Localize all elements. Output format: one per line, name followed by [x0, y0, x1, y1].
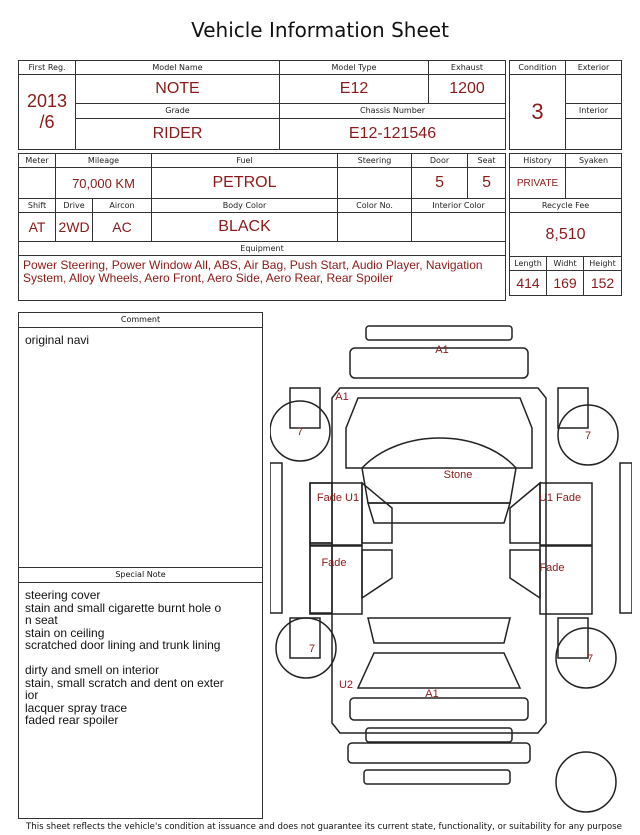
recycle-label: Recycle Fee	[510, 199, 622, 213]
left-front-door-mark: Fade U1	[316, 492, 360, 504]
left-rear-window	[362, 550, 392, 598]
first-reg-month: /6	[39, 112, 55, 132]
model-type-value: E12	[280, 75, 429, 104]
special-note-label: Special Note	[19, 568, 262, 583]
rear-lower-strip	[364, 770, 510, 784]
right-rear-window	[510, 550, 540, 598]
color-no-label: Color No.	[338, 199, 412, 213]
recycle-value: 8,510	[510, 213, 622, 257]
rear-left-mark: U2	[338, 679, 354, 691]
history-value: PRIVATE	[510, 168, 566, 199]
door-label: Door	[412, 154, 468, 168]
car-damage-diagram	[270, 318, 632, 818]
aircon-value: AC	[93, 213, 152, 242]
exterior-value	[566, 75, 622, 104]
syaken-label: Syaken	[566, 154, 622, 168]
shift-value: AT	[19, 213, 56, 242]
right-front-corner	[558, 388, 588, 428]
roof-mark: Stone	[443, 469, 473, 481]
front-strip	[366, 326, 512, 340]
steering-value	[338, 168, 412, 199]
equipment-label: Equipment	[19, 242, 506, 256]
model-name-value: NOTE	[76, 75, 280, 104]
fuel-value: PETROL	[152, 168, 338, 199]
length-label: Length	[510, 257, 547, 271]
comment-label: Comment	[19, 313, 262, 328]
rear-bumper-panel	[350, 698, 528, 720]
aircon-label: Aircon	[93, 199, 152, 213]
model-type-label: Model Type	[280, 61, 429, 75]
exterior-label: Exterior	[566, 61, 622, 75]
body-color-value: BLACK	[152, 213, 338, 242]
height-label: Height	[584, 257, 622, 271]
color-no-value	[338, 213, 412, 242]
seat-value: 5	[468, 168, 506, 199]
vehicle-id-table	[18, 60, 506, 150]
interior-label: Interior	[566, 104, 622, 118]
spare-tire	[556, 752, 616, 812]
model-name-label: Model Name	[76, 61, 280, 75]
comment-box	[18, 312, 263, 568]
tire-rl-mark: 7	[308, 643, 316, 655]
door-value: 5	[412, 168, 468, 199]
rear-strip	[366, 728, 512, 742]
drive-value: 2WD	[56, 213, 93, 242]
meter-value	[19, 168, 56, 199]
meter-label: Meter	[19, 154, 56, 168]
first-reg-year: 2013	[26, 91, 68, 111]
comment-text: original navi	[25, 333, 90, 347]
footer-disclaimer: This sheet reflects the vehicle's condition at issuance and does not guarantee its current state, functionality, or suitability for any purpose	[26, 822, 622, 832]
drive-label: Drive	[56, 199, 93, 213]
fuel-label: Fuel	[152, 154, 338, 168]
grade-label: Grade	[76, 104, 280, 118]
tire-fr-mark: 7	[584, 430, 592, 442]
left-rear-door-mark: Fade	[321, 557, 347, 569]
interior-value	[566, 118, 622, 149]
width-value: 169	[547, 271, 584, 296]
rear-bumper-mark: A1	[425, 688, 439, 700]
tire-fl-mark: 7	[296, 426, 304, 438]
body-color-label: Body Color	[152, 199, 338, 213]
width-label: Widht	[547, 257, 584, 271]
height-value: 152	[584, 271, 622, 296]
exhaust-value: 1200	[429, 75, 506, 104]
chassis-value: E12-121546	[280, 118, 506, 149]
left-rear-corner	[290, 618, 320, 658]
length-value: 414	[510, 271, 547, 296]
right-front-window	[510, 483, 540, 543]
chassis-label: Chassis Number	[280, 104, 506, 118]
shift-label: Shift	[19, 199, 56, 213]
right-rear-corner	[558, 618, 588, 658]
trunk-panel	[358, 653, 520, 688]
grade-value: RIDER	[76, 118, 280, 149]
right-rear-door-mark: Fade	[539, 562, 565, 574]
front-left-mark: A1	[335, 391, 349, 403]
first-reg-value	[19, 75, 76, 150]
body-outline	[332, 388, 546, 733]
interior-color-label: Interior Color	[412, 199, 506, 213]
seat-label: Seat	[468, 154, 506, 168]
special-note-text: steering cover stain and small cigarette burnt hole o n seat stain on ceiling scratched door lining and trunk lining dirty and smell on interior stain, small scratch and dent on exter ior lacquer spray trace faded rear spoiler	[25, 588, 224, 727]
page-title: Vehicle Information Sheet	[191, 18, 449, 42]
mileage-label: Mileage	[56, 154, 152, 168]
exhaust-label: Exhaust	[429, 61, 506, 75]
history-table	[509, 153, 622, 296]
history-label: History	[510, 154, 566, 168]
condition-label: Condition	[510, 61, 566, 75]
right-front-door-mark: U1 Fade	[538, 492, 582, 504]
steering-label: Steering	[338, 154, 412, 168]
left-front-corner	[290, 388, 320, 428]
rear-lower-panel	[348, 743, 530, 763]
windshield	[362, 438, 516, 503]
equipment-value: Power Steering, Power Window All, ABS, Air Bag, Push Start, Audio Player, Navigation System, Alloy Wheels, Aero Front, Aero Side, Aero Rear, Rear Spoiler	[19, 256, 506, 301]
vehicle-spec-table	[18, 153, 506, 301]
condition-table	[509, 60, 622, 150]
syaken-value	[566, 168, 622, 199]
condition-value: 3	[510, 75, 566, 150]
tire-rr-mark: 7	[586, 653, 594, 665]
right-rear-door	[540, 546, 592, 614]
tire-rear-left	[276, 618, 336, 678]
interior-color-value	[412, 213, 506, 242]
right-side-strip	[620, 463, 632, 613]
rear-glass	[368, 618, 510, 643]
mileage-value: 70,000 KM	[56, 168, 152, 199]
first-reg-label: First Reg.	[19, 61, 76, 75]
special-note-box	[18, 567, 263, 819]
front-bumper-mark: A1	[435, 344, 449, 356]
left-side-strip	[270, 463, 282, 613]
left-door-frame	[310, 543, 332, 613]
